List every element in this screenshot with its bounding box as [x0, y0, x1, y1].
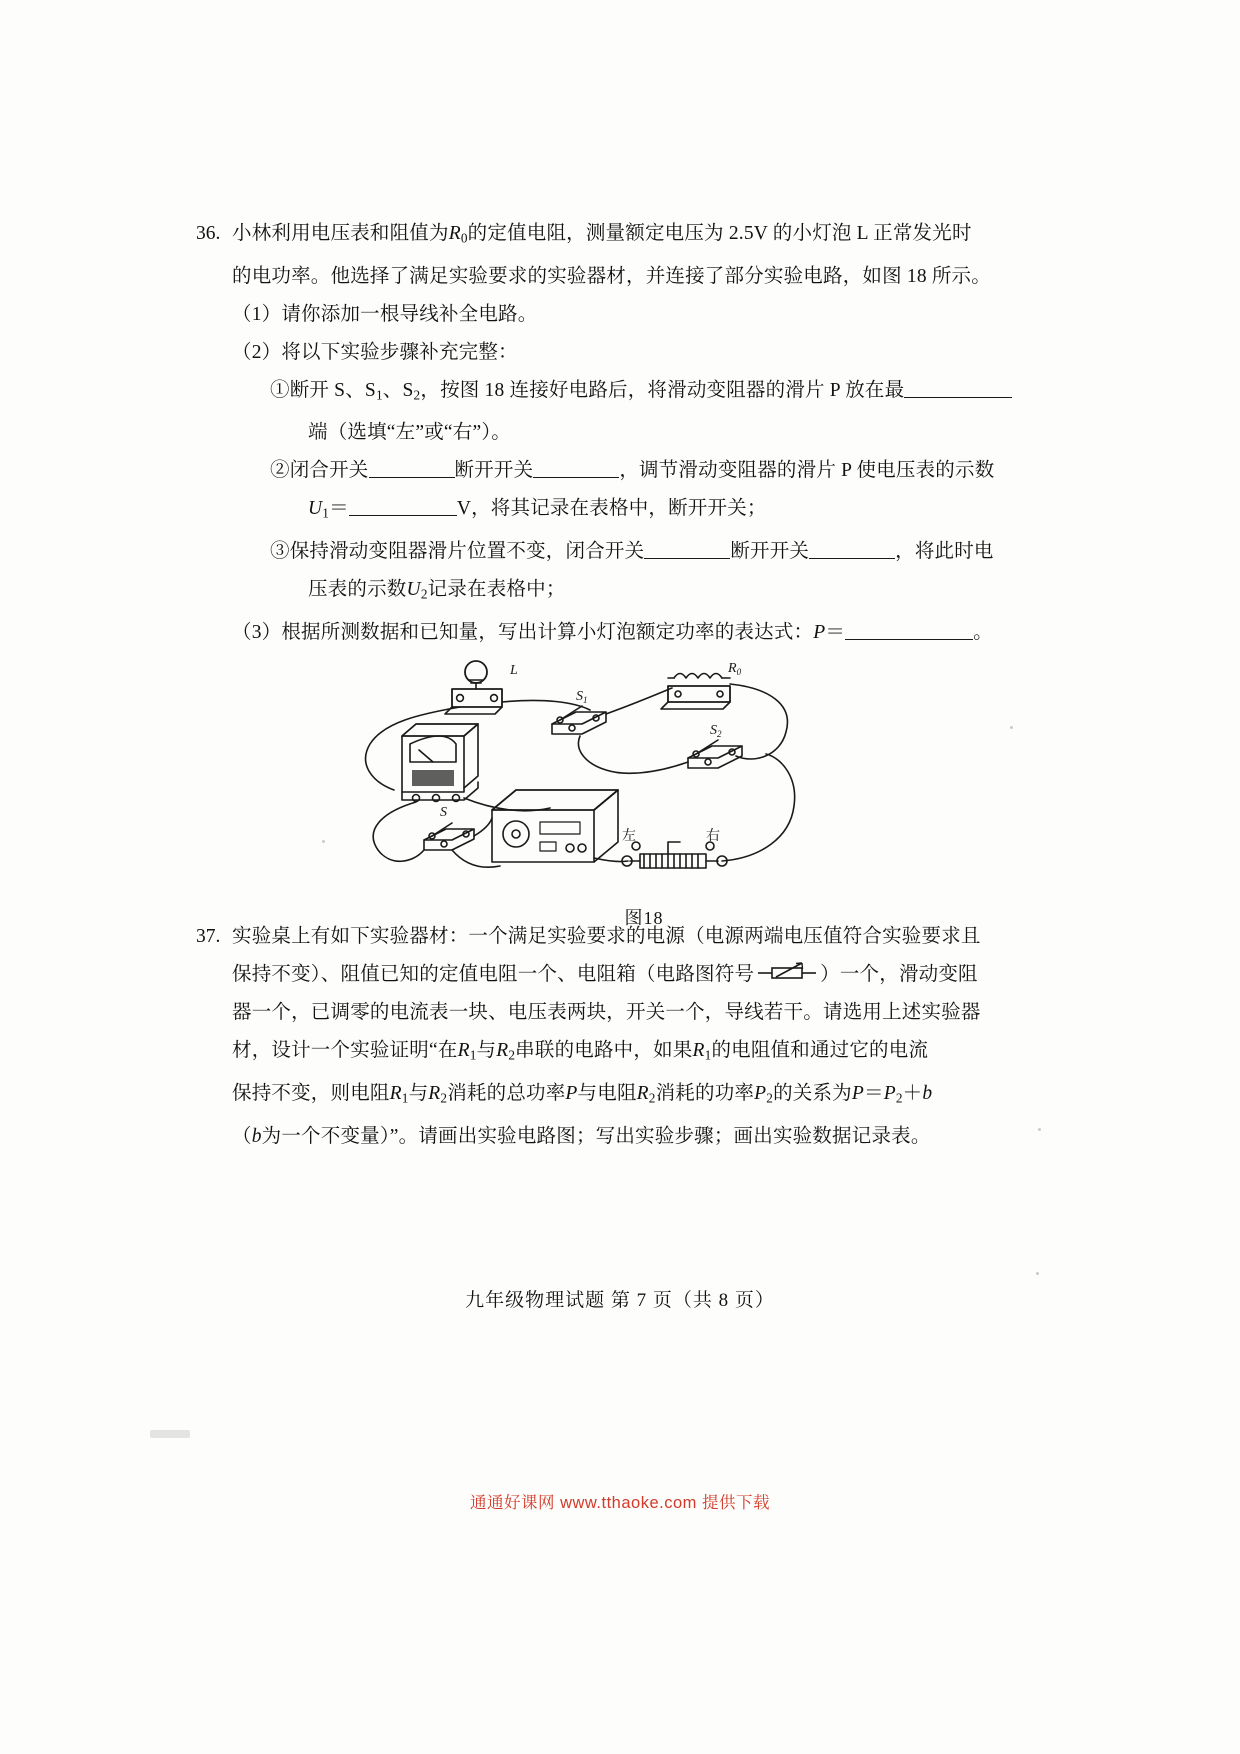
q36-equals2: ＝	[825, 621, 846, 643]
q36-step1-text-b: 、S	[382, 379, 414, 401]
q37-symbol-R2d-sub: 2	[648, 1090, 656, 1106]
q37-symbol-P: P	[565, 1083, 578, 1105]
svg-text:S1: $S_1$	[576, 688, 588, 705]
q37-symbol-P2-sub: 2	[766, 1090, 774, 1106]
page-footer: 九年级物理试题 第 7 页（共 8 页）	[465, 1290, 775, 1311]
q37-symbol-R1c-sub: 1	[401, 1090, 409, 1106]
svg-text:R0: $R_0$	[728, 660, 742, 677]
q36-item3-text: （3）根据所测数据和已知量，写出计算小灯泡额定功率的表达式：	[232, 621, 814, 643]
q37-line3: 器一个，已调零的电流表一块、电压表两块，开关一个，导线若干。请选用上述实验器	[232, 1002, 981, 1024]
q37-symbol-R1-sub: 1	[469, 1048, 477, 1064]
q37-line5	[232, 1075, 1056, 1118]
q37-line2-text-a: 保持不变）、阻值已知的定值电阻一个、电阻箱（电路图符号	[232, 963, 755, 985]
q36-equals: ＝	[329, 498, 349, 520]
svg-text:S2: $S_2$	[710, 722, 722, 739]
q36-item2: （2）将以下实验步骤补充完整：	[232, 341, 518, 363]
q37-line4-d: 的电阻值和通过它的电流	[711, 1040, 929, 1062]
q36-step1-sub2: 2	[413, 387, 421, 403]
q37-symbol-R1b-sub: 1	[704, 1048, 712, 1064]
q37-formula-plus: ＋	[902, 1083, 923, 1105]
q37-symbol-R2c-sub: 2	[440, 1090, 448, 1106]
q37-line4-a: 材，设计一个实验证明“在	[232, 1040, 458, 1062]
question-37-number: 37.	[196, 925, 221, 947]
q36-stem-line2: 的电功率。他选择了满足实验要求的实验器材，并连接了部分实验电路，如图 18 所示。	[232, 265, 991, 287]
q36-step2-line1	[232, 452, 1056, 490]
q36-symbol-R0: R	[448, 223, 461, 244]
q36-stem-text-a: 小林利用电压表和阻值为	[232, 223, 449, 244]
q37-formula-b: b	[922, 1083, 933, 1105]
q36-symbol-U2: U	[406, 579, 421, 601]
q36-stem-line1	[232, 215, 1056, 258]
q37-line5-c: 消耗的总功率	[447, 1083, 566, 1105]
site-watermark: 通通好课网 www.tthaoke.com 提供下载	[470, 1494, 770, 1512]
q37-symbol-R1c: R	[389, 1083, 402, 1105]
q36-step3-line2	[232, 571, 1056, 614]
lamp-symbol	[445, 661, 502, 714]
q37-symbol-R1b: R	[692, 1040, 705, 1062]
answer-blank[interactable]	[809, 539, 895, 560]
question-36-number: 36.	[196, 223, 221, 244]
q37-symbol-b: b	[251, 1125, 262, 1147]
q37-line6-a: （	[232, 1125, 252, 1147]
question-36	[196, 215, 1056, 928]
q36-step3-line1	[232, 533, 1056, 571]
figure-18	[324, 658, 964, 928]
q37-symbol-R2: R	[496, 1040, 509, 1062]
switch-s2-symbol	[688, 740, 742, 768]
q36-step2-line2	[232, 490, 1056, 533]
rheostat-symbol	[622, 842, 727, 868]
q37-formula-P2: P	[883, 1083, 896, 1105]
q36-stem-text-b: 的定值电阻，测量额定电压为 2.5V 的小灯泡 L 正常发光时	[467, 223, 972, 244]
scan-speck	[1036, 1272, 1039, 1275]
q37-symbol-R1: R	[457, 1040, 470, 1062]
q36-step2-text-unit: V，将其记录在表格中，断开开关；	[456, 498, 767, 520]
svg-text:S: S	[440, 804, 447, 820]
q36-step2-text-a: ②闭合开关	[270, 460, 369, 482]
q36-step3-line2-a: 压表的示数	[308, 579, 407, 601]
q37-line5-e: 消耗的功率	[655, 1083, 755, 1105]
answer-blank[interactable]	[533, 458, 619, 479]
q36-item3-end: 。	[973, 621, 993, 643]
q36-item1: （1）请你添加一根导线补全电路。	[232, 303, 538, 325]
q37-line5-a: 保持不变，则电阻	[232, 1083, 390, 1105]
q37-line1: 实验桌上有如下实验器材：一个满足实验要求的电源（电源两端电压值符合实验要求且	[232, 925, 981, 947]
svg-text:右: 右	[706, 828, 720, 844]
exam-content	[196, 215, 1056, 1160]
resistor-symbol	[661, 673, 730, 709]
figure-18-drawing	[324, 658, 964, 908]
q36-step3-line2-b: 记录在表格中；	[427, 579, 566, 601]
resistance-box-symbol-svg	[756, 960, 818, 980]
q37-line4-c: 串联的电路中，如果	[515, 1040, 693, 1062]
q37-line2	[232, 956, 1056, 995]
q37-line6-c: 为一个不变量）”。请画出实验电路图；写出实验步骤；画出实验数据记录表。	[261, 1125, 931, 1147]
q37-formula-eq: ＝	[864, 1083, 884, 1105]
q37-line5-b: 与	[408, 1083, 429, 1105]
answer-blank[interactable]	[349, 496, 457, 517]
q36-step3-text-b: 断开开关	[730, 541, 810, 563]
q37-line5-d: 与电阻	[577, 1083, 637, 1105]
figure-18-caption: 图18	[624, 907, 664, 928]
q36-step2-text-c: ，调节滑动变阻器的滑片 P 使电压表的示数	[619, 460, 995, 482]
answer-blank[interactable]	[904, 377, 1012, 398]
q36-step1-text-a: ①断开 S、S	[270, 379, 376, 401]
q37-symbol-R2-sub: 2	[508, 1048, 516, 1064]
q36-symbol-P: P	[813, 621, 826, 643]
q36-item3	[232, 614, 1056, 652]
q36-step3-text-c: ，将此时电	[895, 541, 994, 563]
q36-symbol-U1-sub: 1	[322, 506, 330, 522]
answer-blank[interactable]	[369, 458, 455, 479]
svg-text:左: 左	[622, 828, 636, 844]
q37-line5-f: 的关系为	[773, 1083, 852, 1105]
q36-symbol-R0-sub: 0	[460, 230, 468, 246]
q36-step3-text-a: ③保持滑动变阻器滑片位置不变，闭合开关	[270, 541, 645, 563]
q36-step1-sub1: 1	[375, 387, 383, 403]
voltmeter-symbol	[402, 724, 478, 802]
q37-line4	[232, 1032, 1056, 1075]
resistance-box-icon	[756, 956, 818, 994]
q37-symbol-P2: P	[754, 1083, 767, 1105]
q37-line4-b: 与	[476, 1040, 497, 1062]
question-37	[196, 918, 1056, 1156]
q36-step1-line2: 端（选填“左”或“右”）。	[308, 422, 511, 444]
q37-formula-P2-sub: 2	[895, 1090, 903, 1106]
answer-blank[interactable]	[644, 539, 730, 560]
switch-s-symbol	[424, 823, 474, 850]
svg-text:L: L	[510, 662, 518, 678]
q36-symbol-U1: U	[308, 498, 323, 520]
q36-symbol-U2-sub: 2	[420, 586, 428, 602]
switch-s1-symbol	[552, 706, 606, 734]
q37-symbol-R2c: R	[428, 1083, 441, 1105]
q36-step2-text-b: 断开开关	[454, 460, 534, 482]
q37-line6	[232, 1118, 1056, 1156]
answer-blank[interactable]	[845, 619, 973, 640]
scan-smudge	[150, 1430, 190, 1438]
q36-step1-line1	[232, 372, 1056, 415]
q36-step1-text-c: ，按图 18 连接好电路后，将滑动变阻器的滑片 P 放在最	[420, 379, 905, 401]
q37-line2-text-b: ）一个，滑动变阻	[820, 963, 978, 985]
power-supply-symbol	[492, 790, 618, 862]
q37-formula-P: P	[851, 1083, 865, 1105]
q37-symbol-R2d: R	[636, 1083, 649, 1105]
